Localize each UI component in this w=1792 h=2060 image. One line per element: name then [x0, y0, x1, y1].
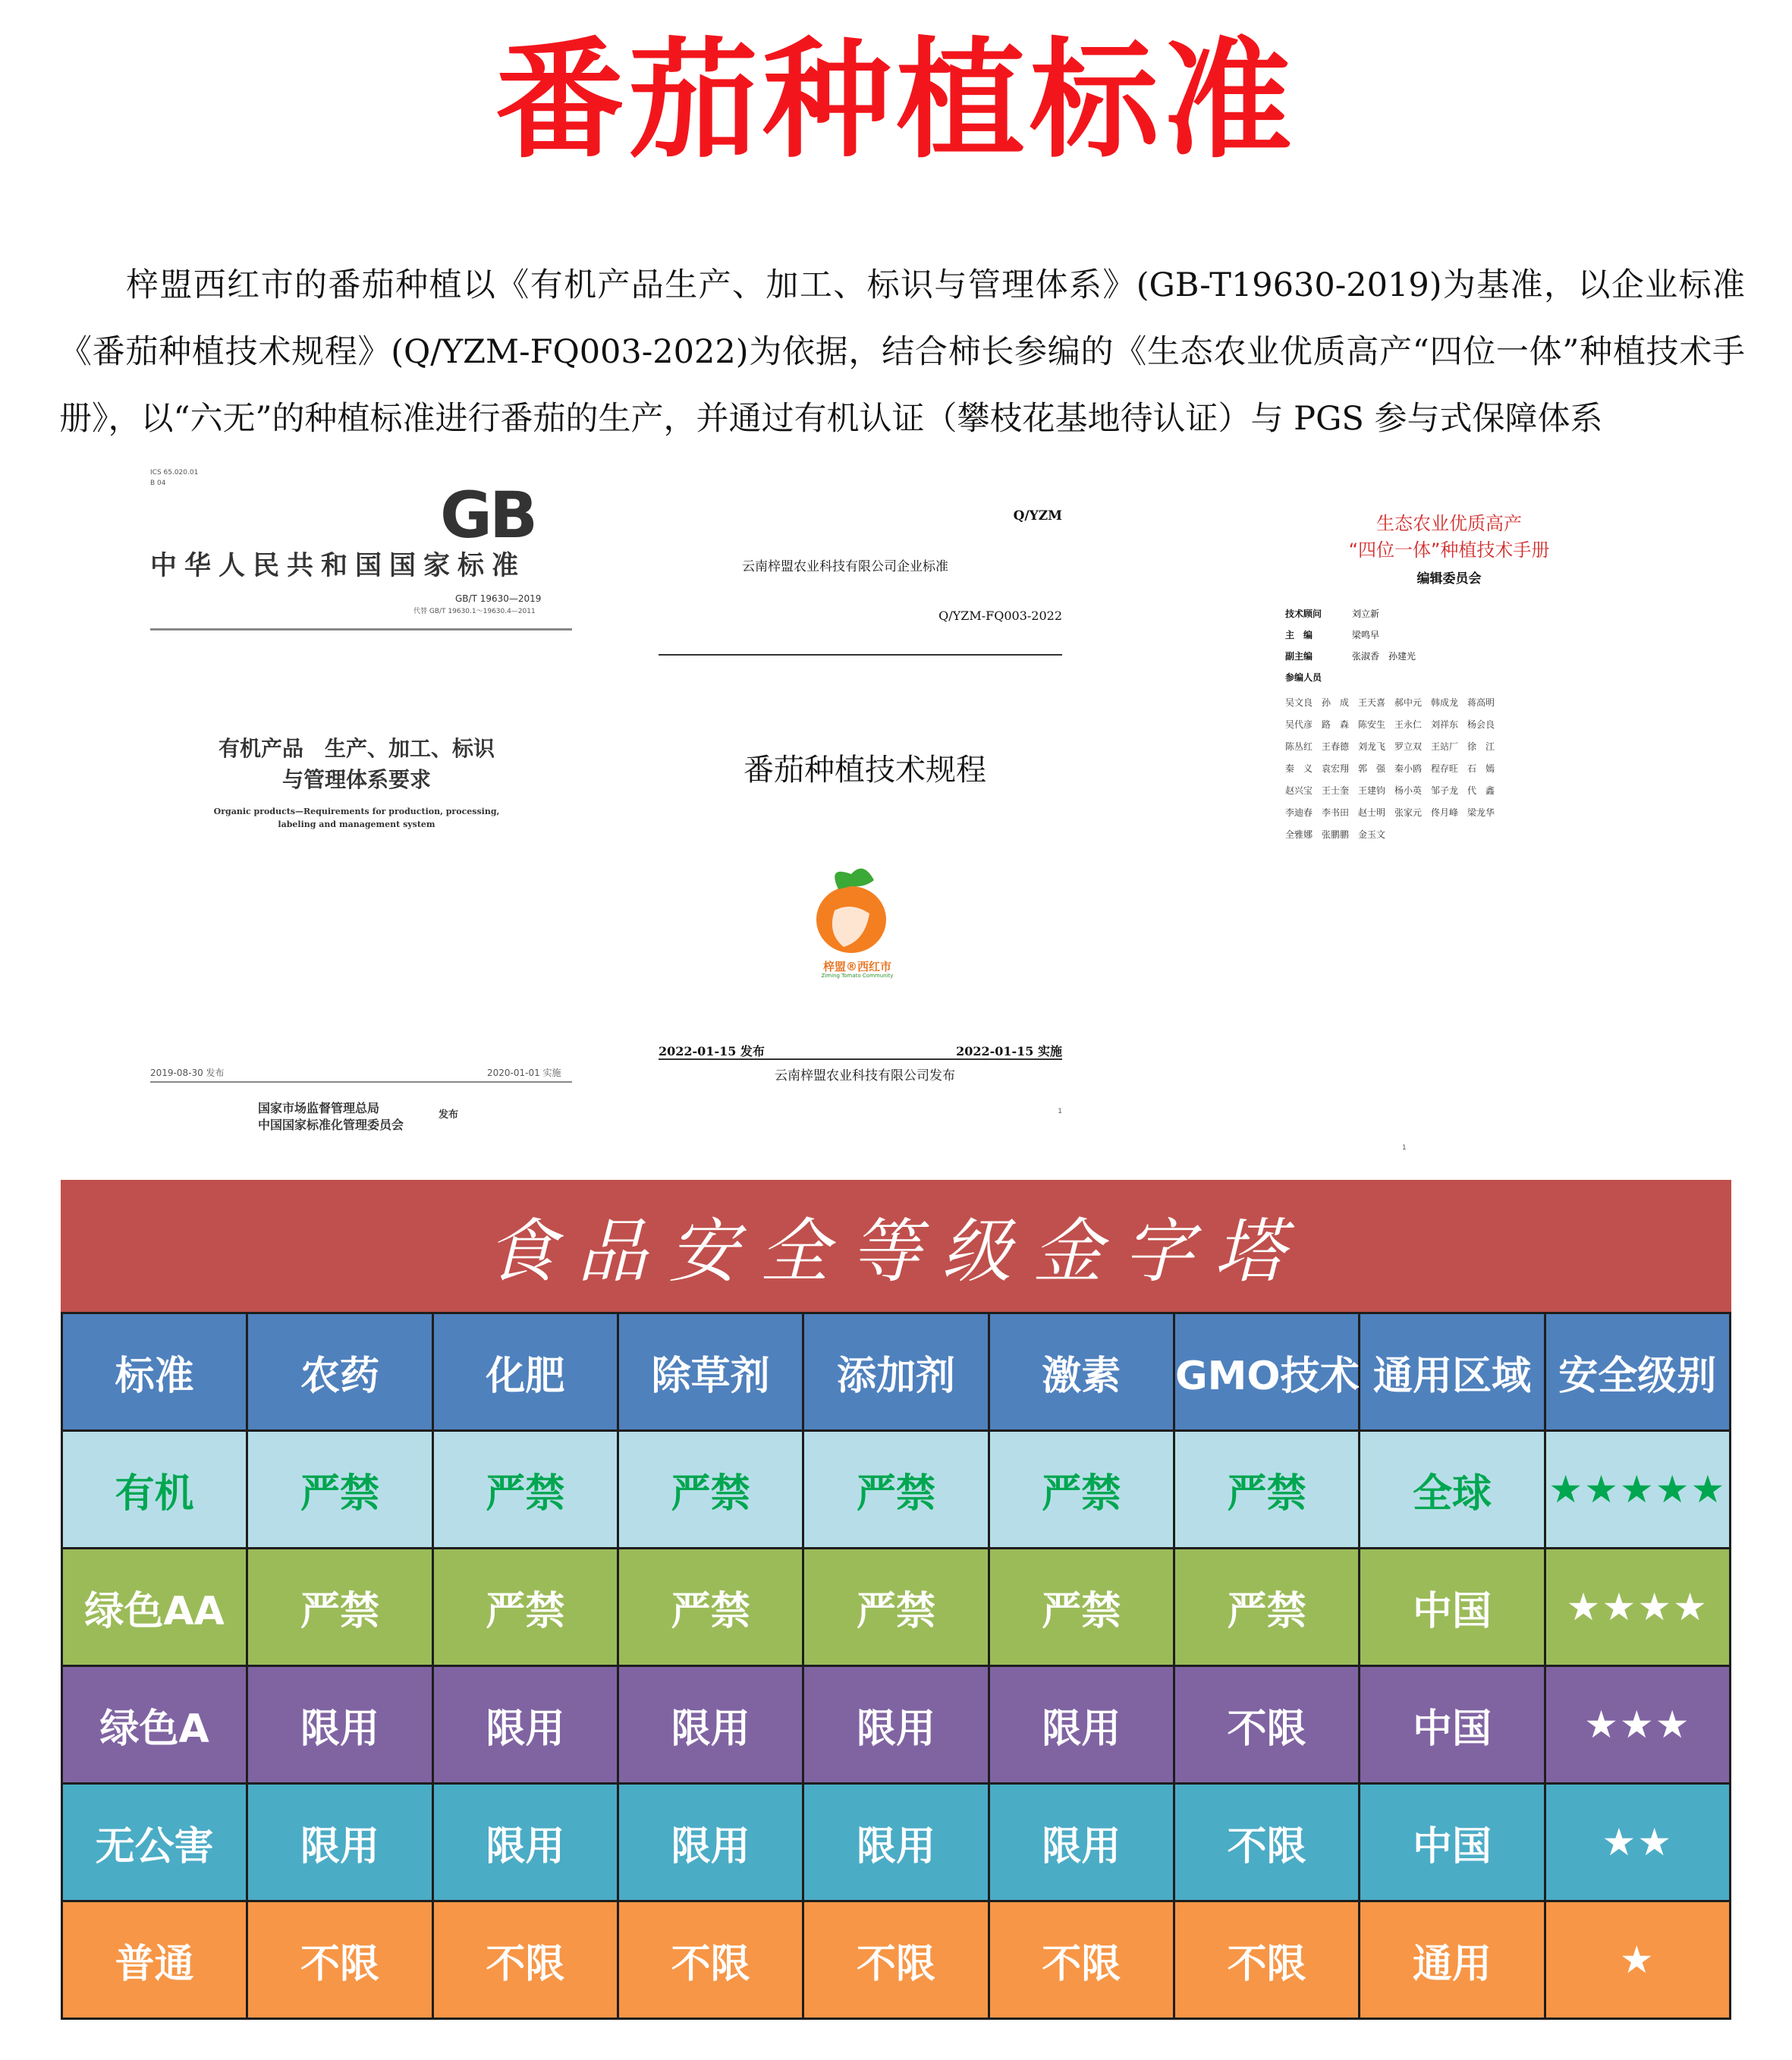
table-cell: 不限 — [803, 1901, 989, 2019]
manual-role-row — [1285, 607, 1495, 628]
table-row — [62, 1784, 1731, 1901]
gb-english-line2: labeling and management system — [278, 819, 435, 829]
table-cell: 严禁 — [247, 1549, 432, 1666]
header-cell: 激素 — [989, 1313, 1174, 1431]
member-line: 陈丛红 王春德 刘龙飞 罗立双 王站厂 徐 江 — [1285, 741, 1495, 752]
manual-committee: 编辑委员会 — [1416, 571, 1482, 587]
manual-title1: 生态农业优质高产 — [1376, 513, 1522, 534]
table-cell: 严禁 — [803, 1549, 989, 1666]
page-title: 番茄种植标准 — [495, 26, 1297, 176]
enterprise-standard-cover — [637, 478, 1092, 1146]
table-cell: 严禁 — [803, 1431, 989, 1549]
table-cell: 有机 — [62, 1431, 247, 1549]
table-cell: 限用 — [989, 1666, 1174, 1784]
header-cell: 除草剂 — [618, 1313, 803, 1431]
header-cell: 通用区域 — [1360, 1313, 1545, 1431]
table-row — [62, 1666, 1731, 1784]
table-cell: 严禁 — [618, 1549, 803, 1666]
qyzm-implement-date: 2022-01-15 实施 — [956, 1044, 1062, 1058]
role-label: 技术顾问 — [1285, 609, 1322, 619]
safety-stars: ★★★★★ — [1545, 1431, 1730, 1549]
member-line: 李迪春 李书田 赵士明 张家元 佟月峰 梁龙华 — [1285, 807, 1495, 818]
manual-title2: “四位一体”种植技术手册 — [1348, 539, 1550, 561]
table-row — [62, 1549, 1731, 1666]
table-cell: 中国 — [1360, 1666, 1545, 1784]
header-cell: 农药 — [247, 1313, 432, 1431]
ics-code: ICS 65.020.01 — [150, 469, 199, 476]
intro-paragraph: 梓盟西红市的番茄种植以《有机产品生产、加工、标识与管理体系》(GB-T19630-2019)为基准，以企业标准《番茄种植技术规程》(Q/YZM-FQ003-2022)为依据，结合柿长参编的《生态农业优质高产“四位一体”种植技术手册》，以“六无”的种植标准进行番茄的生产，并通过有机认证（攀枝花基地待认证）与 PGS 参与式保障体系 — [59, 266, 1745, 438]
table-cell: 限用 — [989, 1784, 1174, 1901]
table-cell: 中国 — [1360, 1549, 1545, 1666]
role-label: 参编人员 — [1285, 672, 1322, 683]
manual-page-number: 1 — [1402, 1144, 1407, 1152]
qyzm-title: 番茄种植技术规程 — [744, 753, 986, 788]
qyzm-code: Q/YZM-FQ003-2022 — [938, 609, 1062, 623]
role-names: 张淑香 孙建光 — [1352, 651, 1416, 662]
manual-roles — [1285, 607, 1495, 846]
table-cell: 限用 — [803, 1666, 989, 1784]
table-cell: 严禁 — [989, 1549, 1174, 1666]
table-cell: 限用 — [432, 1784, 618, 1901]
table-cell: 限用 — [803, 1784, 989, 1901]
gb-logo: GB — [440, 478, 535, 552]
table-cell: 不限 — [1174, 1901, 1359, 2019]
table-body — [62, 1313, 1731, 2019]
gb-standard-cover — [114, 463, 599, 1146]
country-standard-title: 中华人民共和国国家标准 — [150, 550, 527, 581]
table-cell: 绿色AA — [62, 1549, 247, 1666]
gb-title-line1: 有机产品 生产、加工、标识 — [218, 736, 495, 761]
safety-grade-table — [61, 1312, 1731, 2020]
member-line: 秦 义 袁宏翔 郭 强 秦小鸥 程存旺 石 嫣 — [1285, 763, 1495, 774]
gb-english-line1: Organic products—Requirements for production, processing, — [213, 807, 500, 816]
qyzm-page-number: 1 — [1058, 1108, 1062, 1115]
safety-stars: ★★★ — [1545, 1666, 1730, 1784]
safety-stars: ★★★★ — [1545, 1549, 1730, 1666]
role-names: 刘立新 — [1352, 609, 1380, 619]
header-cell: 添加剂 — [803, 1313, 989, 1431]
b-code: B 04 — [150, 480, 166, 487]
gb-title-line2: 与管理体系要求 — [281, 767, 431, 792]
header-cell: 化肥 — [432, 1313, 618, 1431]
role-label: 副主编 — [1285, 651, 1313, 662]
table-cell: 限用 — [247, 1666, 432, 1784]
safety-stars: ★★ — [1545, 1784, 1730, 1901]
divider — [659, 654, 1062, 656]
table-row — [62, 1901, 1731, 2019]
gb-issuer1: 国家市场监督管理总局 — [258, 1101, 380, 1115]
qyzm-publish-date: 2022-01-15 发布 — [659, 1044, 765, 1058]
table-cell: 不限 — [1174, 1784, 1359, 1901]
gb-implement-date: 2020-01-01 实施 — [487, 1068, 561, 1078]
table-header-row — [62, 1313, 1731, 1431]
table-cell: 严禁 — [618, 1431, 803, 1549]
table-title: 食品安全等级金字塔 — [61, 1180, 1731, 1312]
table-cell: 严禁 — [432, 1431, 618, 1549]
document-covers — [0, 463, 1792, 1161]
table-cell: 不限 — [432, 1901, 618, 2019]
divider — [150, 628, 572, 631]
divider — [150, 1081, 572, 1083]
table-cell: 通用 — [1360, 1901, 1545, 2019]
member-line: 吴文良 孙 成 王天喜 郝中元 韩成龙 蒋高明 — [1285, 697, 1495, 708]
header-cell: 标准 — [62, 1313, 247, 1431]
table-cell: 全球 — [1360, 1431, 1545, 1549]
gb-code: GB/T 19630—2019 — [455, 593, 542, 604]
table-cell: 不限 — [1174, 1666, 1359, 1784]
table-cell: 严禁 — [989, 1431, 1174, 1549]
header-cell: 安全级别 — [1545, 1313, 1730, 1431]
table-cell: 无公害 — [62, 1784, 247, 1901]
safety-stars: ★ — [1545, 1901, 1730, 2019]
table-cell: 绿色A — [62, 1666, 247, 1784]
table-cell: 不限 — [989, 1901, 1174, 2019]
table-cell: 限用 — [432, 1666, 618, 1784]
manual-members — [1285, 692, 1495, 846]
role-names: 梁鸣早 — [1352, 630, 1380, 640]
company-standard-label: 云南梓盟农业科技有限公司企业标准 — [742, 559, 948, 574]
table-cell: 限用 — [247, 1784, 432, 1901]
table-cell: 限用 — [618, 1666, 803, 1784]
table-cell: 严禁 — [1174, 1431, 1359, 1549]
qyzm-issuer: 云南梓盟农业科技有限公司发布 — [775, 1068, 955, 1083]
table-cell: 严禁 — [432, 1549, 618, 1666]
manual-role-row — [1285, 671, 1495, 692]
manual-role-row — [1285, 649, 1495, 671]
qyzm-logo-sub: Ziming Tomato Community — [821, 973, 894, 979]
divider — [659, 1058, 1062, 1060]
table-cell: 限用 — [618, 1784, 803, 1901]
gb-issuer2: 中国国家标准化管理委员会 — [258, 1118, 404, 1132]
gb-publish-date: 2019-08-30 发布 — [150, 1068, 225, 1078]
table-cell: 不限 — [618, 1901, 803, 2019]
table-cell: 严禁 — [247, 1431, 432, 1549]
qyzm-logo-text: 梓盟®西红市 — [822, 960, 891, 973]
table-cell: 不限 — [247, 1901, 432, 2019]
qyzm-code-top: Q/YZM — [1013, 508, 1062, 524]
member-line: 全雅娜 张鹏鹏 金玉文 — [1285, 829, 1386, 840]
member-line: 吴代彦 路 森 陈安生 王永仁 刘祥东 杨会良 — [1285, 719, 1495, 730]
table-cell: 严禁 — [1174, 1549, 1359, 1666]
role-label: 主 编 — [1285, 630, 1313, 640]
gb-issue-word: 发布 — [439, 1109, 459, 1121]
member-line: 赵兴宝 王士奎 王建钧 杨小英 邹子龙 代 鑫 — [1285, 785, 1495, 796]
table-cell: 普通 — [62, 1901, 247, 2019]
table-row — [62, 1431, 1731, 1549]
food-safety-pyramid-table — [61, 1180, 1731, 2008]
manual-role-row — [1285, 628, 1495, 649]
header-cell: GMO技术 — [1174, 1313, 1359, 1431]
technical-manual-page — [1244, 508, 1654, 1161]
table-cell: 中国 — [1360, 1784, 1545, 1901]
gb-replace: 代替 GB/T 19630.1～19630.4—2011 — [413, 608, 536, 615]
